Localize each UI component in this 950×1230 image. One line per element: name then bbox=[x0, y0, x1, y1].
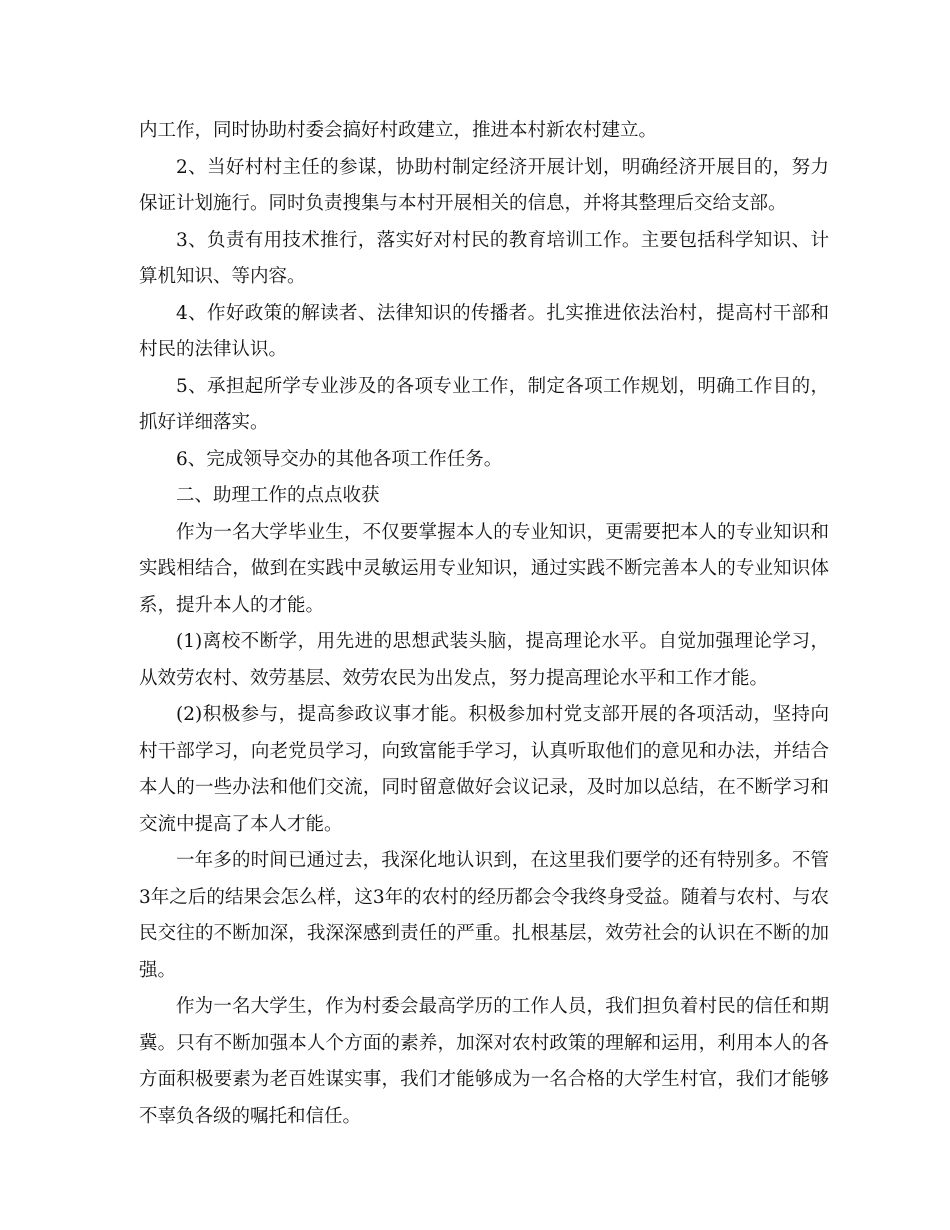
paragraph-item-2: (2)积极参与，提高参政议事才能。积极参加村党支部开展的各项活动，坚持向村干部学习，向老党员学习，向致富能手学习，认真听取他们的意见和办法，并结合本人的一些办法和他们交流，同时留意做好会议记录，及时加以总结，在不断学习和交流中提高了本人才能。 bbox=[139, 704, 829, 835]
paragraph-intro: 作为一名大学毕业生，不仅要掌握本人的专业知识，更需要把本人的专业知识和实践相结合，做到在实践中灵敏运用专业知识，通过实践不断完善本人的专业知识体系，提升本人的才能。 bbox=[139, 521, 829, 616]
paragraph-conclusion: 作为一名大学生，作为村委会最高学历的工作人员，我们担负着村民的信任和期冀。只有不断加强本人个方面的素养，加深对农村政策的理解和运用，利用本人的各方面积极要素为老百姓谋实事，我们才能够成为一名合格的大学生村官，我们才能够不辜负各级的嘱托和信任。 bbox=[139, 996, 829, 1127]
document-body bbox=[139, 113, 829, 1135]
paragraph-item-1: (1)离校不断学，用先进的思想武装头脑，提高理论水平。自觉加强理论学习，从效劳农村、效劳基层、效劳农民为出发点，努力提高理论水平和工作才能。 bbox=[139, 631, 829, 689]
paragraph-reflection: 一年多的时间已通过去，我深化地认识到，在这里我们要学的还有特别多。不管3年之后的结果会怎么样，这3年的农村的经历都会令我终身受益。随着与农村、与农民交往的不断加深，我深深感到责任的严重。扎根基层，效劳社会的认识在不断的加强。 bbox=[139, 850, 829, 981]
paragraph-duty-2: 2、当好村村主任的参谋，协助村制定经济开展计划，明确经济开展目的，努力保证计划施行。同时负责搜集与本村开展相关的信息，并将其整理后交给支部。 bbox=[139, 156, 829, 214]
paragraph-duty-6: 6、完成领导交办的其他各项工作任务。 bbox=[176, 448, 503, 470]
paragraph-duty-5: 5、承担起所学专业涉及的各项专业工作，制定各项工作规划，明确工作目的，抓好详细落实。 bbox=[139, 375, 829, 433]
paragraph-duty-3: 3、负责有用技术推行，落实好对村民的教育培训工作。主要包括科学知识、计算机知识、等内容。 bbox=[139, 229, 829, 287]
section-heading: 二、助理工作的点点收获 bbox=[176, 485, 380, 506]
paragraph-duty-4: 4、作好政策的解读者、法律知识的传播者。扎实推进依法治村，提高村干部和村民的法律认识。 bbox=[139, 302, 829, 360]
paragraph-continuation: 内工作，同时协助村委会搞好村政建立，推进本村新农村建立。 bbox=[139, 120, 658, 141]
